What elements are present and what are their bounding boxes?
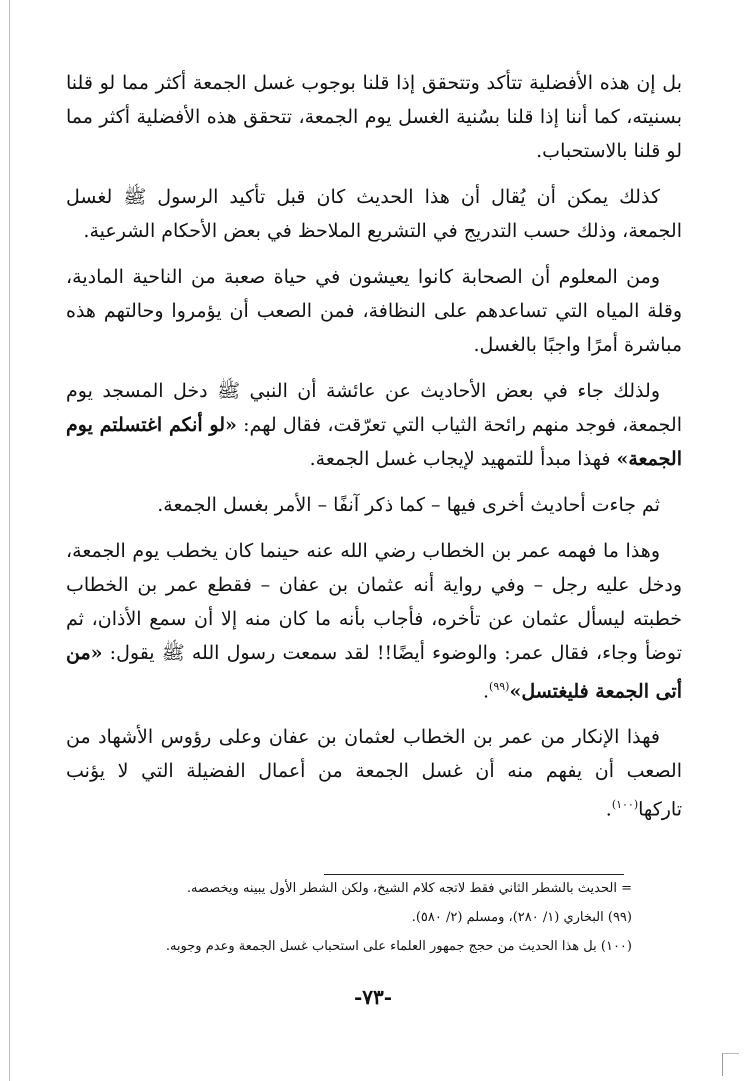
paragraph-1: بل إن هذه الأفضلية تتأكد وتتحقق إذا قلنا بوجوب غسل الجمعة أكثر مما لو قلنا بسنيته، كما أننا إذا قلنا بسُنية الغسل يوم الجمعة، تتحقق هذه الأفضلية أكثر مما لو قلنا بالاستحباب. [66,72,682,162]
paragraph-6-text: وهذا ما فهمه عمر بن الخطاب رضي الله عنه حينما كان يخطب يوم الجمعة، ودخل عليه رجل – وفي رواية أنه عثمان بن عفان – فقطع عمر بن الخطاب خطبته ليسأل عثمان عن تأخره، فأجاب بأنه ما كان منه إلا أن سمع الأذان، ثم توضأ وجاء، فقال عمر: والوضوء أيضًا!! لقد سمعت رسول الله ﷺ يقول: [66,540,682,664]
footnote-ref-99: (٩٩) [489,680,510,693]
hadith-quote-1: «لو أنكم اغتسلتم يوم الجمعة» [66,414,682,470]
corner-mark [722,1053,739,1076]
page-number: -٧٣- [353,985,393,1009]
paragraph-4 [66,374,682,476]
paragraph-7 [66,720,682,826]
footnotes [66,880,632,967]
paragraph-5: ثم جاءت أحاديث أخرى فيها – كما ذكر آنفًا – الأمر بغسل الجمعة. [157,494,660,516]
footnote-100: (١٠٠) بل هذا الحديث من حجج جمهور العلماء على استحباب غسل الجمعة وعدم وجوبه. [165,939,632,954]
footnote-divider [324,874,624,875]
hadith-quote-2: «من أتى الجمعة فليغتسل» [66,642,682,703]
paragraph-7-tail: . [605,798,612,821]
paragraph-4-text: ولذلك جاء في بعض الأحاديث عن عائشة أن النبي ﷺ دخل المسجد يوم الجمعة، فوجد منهم رائحة الثياب التي تعرّقت، فقال لهم: [66,380,682,436]
paragraph-4-tail: فهذا مبدأ للتمهيد لإيجاب غسل الجمعة. [309,448,617,470]
footnote-ref-100: (١٠٠) [611,798,639,812]
paragraph-6-tail: . [483,680,490,703]
footnote-99: (٩٩) البخاري (١/ ٢٨٠)، ومسلم (٢/ ٥٨٠). [411,910,632,925]
page-body [66,66,682,839]
scan-edge-line [9,0,10,1081]
paragraph-7-text: فهذا الإنكار من عمر بن الخطاب لعثمان بن عفان وعلى رؤوس الأشهاد من الصعب أن يفهم منه أن غسل الجمعة من أعمال الفضيلة التي لا يؤنب تاركها [66,726,682,821]
paragraph-6 [66,534,682,708]
footnote-continuation: = الحديث بالشطر الثاني فقط لاتجه كلام الشيخ، ولكن الشطر الأول يبينه ويخصصه. [186,881,632,896]
paragraph-3: ومن المعلوم أن الصحابة كانوا يعيشون في حياة صعبة من الناحية المادية، وقلة المياه التي تساعدهم على النظافة، فمن الصعب أن يؤمروا وحالتهم هذه مباشرة أمرًا واجبًا بالغسل. [66,266,682,356]
paragraph-2: كذلك يمكن أن يُقال أن هذا الحديث كان قبل تأكيد الرسول ﷺ لغسل الجمعة، وذلك حسب التدريج في التشريع الملاحظ في بعض الأحكام الشرعية. [66,186,682,242]
